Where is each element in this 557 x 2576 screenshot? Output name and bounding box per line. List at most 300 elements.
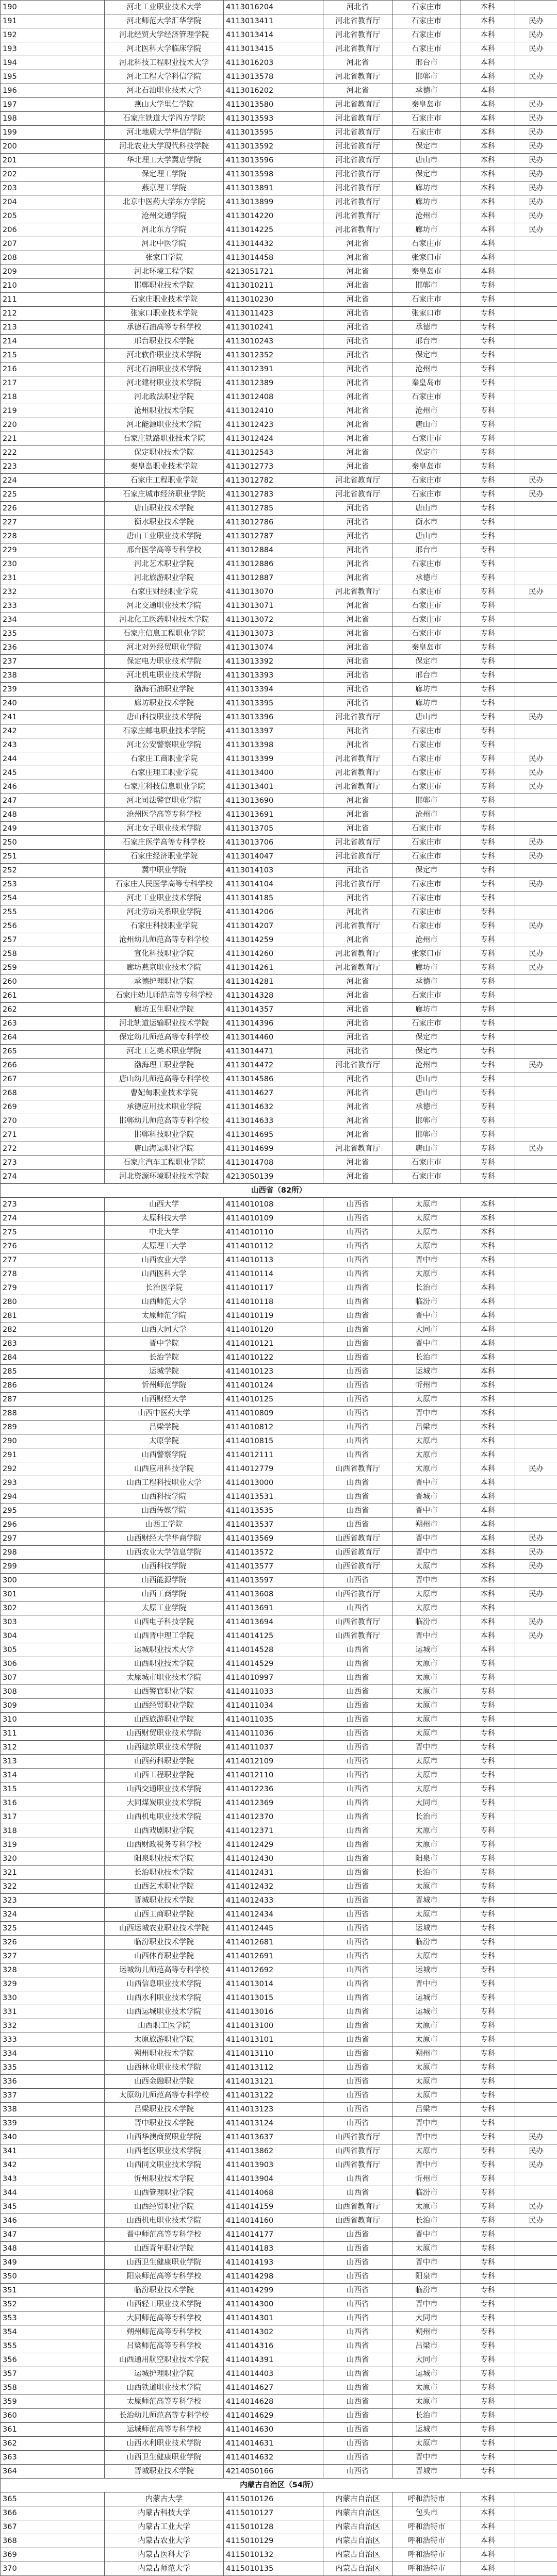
education-level: 专科 xyxy=(461,2019,515,2033)
ownership-note xyxy=(515,1894,557,1908)
table-row xyxy=(1,1253,557,1267)
education-level: 本科 xyxy=(461,1253,515,1267)
ownership-note xyxy=(515,1407,557,1421)
school-name: 河北资源环境职业技术学院 xyxy=(105,1170,224,1184)
ownership-note: 民办 xyxy=(515,961,557,975)
location-city: 晋中市 xyxy=(392,2298,461,2311)
ownership-note xyxy=(515,1991,557,2005)
ownership-note xyxy=(515,1434,557,1448)
ownership-note xyxy=(515,1253,557,1267)
location-city: 太原市 xyxy=(392,1462,461,1476)
authority: 山西省 xyxy=(323,2228,392,2242)
table-row xyxy=(1,1560,557,1574)
location-city: 邢台市 xyxy=(392,335,461,349)
school-name: 石家庄职业技术学院 xyxy=(105,293,224,307)
school-name: 河北农业大学现代科技学院 xyxy=(105,140,224,154)
row-index: 231 xyxy=(1,571,105,585)
row-index: 327 xyxy=(1,1950,105,1963)
location-city: 邯郸市 xyxy=(392,1114,461,1128)
education-level: 专科 xyxy=(461,2172,515,2186)
row-index: 272 xyxy=(1,1142,105,1156)
school-name: 唐山海运职业学院 xyxy=(105,1142,224,1156)
table-row xyxy=(1,293,557,307)
table-row xyxy=(1,1922,557,1936)
authority: 河北省 xyxy=(323,905,392,919)
authority: 山西省 xyxy=(323,1226,392,1240)
location-city: 保定市 xyxy=(392,168,461,181)
row-index: 306 xyxy=(1,1657,105,1671)
location-city: 保定市 xyxy=(392,140,461,154)
education-level: 专科 xyxy=(461,2061,515,2075)
school-code: 4115010135 xyxy=(224,2562,323,2576)
location-city: 呼和浩特市 xyxy=(392,2534,461,2548)
authority: 山西省 xyxy=(323,1601,392,1615)
education-level: 本科 xyxy=(461,70,515,84)
authority: 河北省 xyxy=(323,446,392,460)
school-code: 4114012433 xyxy=(224,1894,323,1908)
table-row xyxy=(1,711,557,724)
school-name: 山西工学院 xyxy=(105,1518,224,1532)
row-index: 301 xyxy=(1,1588,105,1601)
row-index: 335 xyxy=(1,2061,105,2075)
school-code: 4113010243 xyxy=(224,335,323,349)
ownership-note xyxy=(515,697,557,711)
section-title: 山西省（82所） xyxy=(1,1184,557,1198)
location-city: 唐山市 xyxy=(392,1142,461,1156)
table-row xyxy=(1,947,557,961)
row-index: 362 xyxy=(1,2437,105,2451)
ownership-note xyxy=(515,1281,557,1295)
row-index: 229 xyxy=(1,543,105,557)
education-level: 专科 xyxy=(461,2186,515,2200)
location-city: 唐山市 xyxy=(392,530,461,543)
school-code: 4114010121 xyxy=(224,1337,323,1351)
row-index: 311 xyxy=(1,1727,105,1741)
row-index: 251 xyxy=(1,850,105,864)
table-row xyxy=(1,1393,557,1407)
education-level: 专科 xyxy=(461,585,515,599)
authority: 山西省 xyxy=(323,2033,392,2047)
school-name: 晋城职业技术学院 xyxy=(105,2465,224,2479)
education-level: 专科 xyxy=(461,376,515,390)
school-code: 4113012391 xyxy=(224,362,323,376)
authority: 河北省 xyxy=(323,724,392,738)
row-index: 274 xyxy=(1,1170,105,1184)
row-index: 350 xyxy=(1,2270,105,2284)
education-level: 本科 xyxy=(461,1407,515,1421)
school-code: 4114014628 xyxy=(224,2395,323,2409)
location-city: 廊坊市 xyxy=(392,223,461,237)
ownership-note: 民办 xyxy=(515,223,557,237)
school-name: 山西大学 xyxy=(105,1198,224,1212)
ownership-note xyxy=(515,905,557,919)
location-city: 太原市 xyxy=(392,1448,461,1462)
location-city: 承德市 xyxy=(392,1100,461,1114)
education-level: 本科 xyxy=(461,1448,515,1462)
ownership-note: 民办 xyxy=(515,878,557,891)
school-code: 4113012783 xyxy=(224,488,323,502)
authority: 山西省 xyxy=(323,2381,392,2395)
school-name: 承德应用技术职业学院 xyxy=(105,1100,224,1114)
table-row xyxy=(1,2075,557,2089)
location-city: 晋中市 xyxy=(392,1407,461,1421)
table-row xyxy=(1,335,557,349)
location-city: 晋中市 xyxy=(392,2131,461,2144)
authority: 河北省 xyxy=(323,891,392,905)
row-index: 357 xyxy=(1,2367,105,2381)
authority: 河北省 xyxy=(323,516,392,530)
location-city: 太原市 xyxy=(392,1880,461,1894)
school-name: 唐山工业职业技术学院 xyxy=(105,530,224,543)
school-code: 4114014299 xyxy=(224,2284,323,2298)
authority: 山西省 xyxy=(323,1824,392,1838)
row-index: 358 xyxy=(1,2381,105,2395)
school-name: 河北东方学院 xyxy=(105,223,224,237)
school-name: 衡水职业技术学院 xyxy=(105,516,224,530)
authority: 山西省 xyxy=(323,1281,392,1295)
location-city: 太原市 xyxy=(392,1671,461,1685)
education-level: 专科 xyxy=(461,321,515,335)
table-row xyxy=(1,488,557,502)
location-city: 太原市 xyxy=(392,2019,461,2033)
ownership-note: 民办 xyxy=(515,126,557,140)
row-index: 353 xyxy=(1,2311,105,2325)
location-city: 石家庄市 xyxy=(392,432,461,446)
school-name: 河北地质大学华信学院 xyxy=(105,126,224,140)
location-city: 石家庄市 xyxy=(392,850,461,864)
education-level: 专科 xyxy=(461,1142,515,1156)
authority: 山西省 xyxy=(323,1309,392,1323)
school-code: 4114011034 xyxy=(224,1699,323,1713)
school-code: 4114010997 xyxy=(224,1671,323,1685)
school-name: 河北软件职业技术学院 xyxy=(105,349,224,362)
location-city: 保定市 xyxy=(392,349,461,362)
ownership-note xyxy=(515,1601,557,1615)
authority: 山西省 xyxy=(323,1963,392,1977)
location-city: 晋城市 xyxy=(392,1894,461,1908)
authority: 山西省 xyxy=(323,2325,392,2339)
location-city: 朔州市 xyxy=(392,1518,461,1532)
row-index: 330 xyxy=(1,1991,105,2005)
school-name: 山西医科大学 xyxy=(105,1267,224,1281)
table-row xyxy=(1,808,557,822)
table-row xyxy=(1,1796,557,1810)
school-name: 石家庄科技信息职业学院 xyxy=(105,780,224,794)
school-name: 山西运城农业职业技术学院 xyxy=(105,1922,224,1936)
row-index: 247 xyxy=(1,794,105,808)
ownership-note xyxy=(515,557,557,571)
authority: 山西省 xyxy=(323,1337,392,1351)
education-level: 专科 xyxy=(461,1755,515,1769)
row-index: 252 xyxy=(1,864,105,878)
ownership-note xyxy=(515,1309,557,1323)
school-code: 4114012369 xyxy=(224,1796,323,1810)
authority: 山西省 xyxy=(323,1448,392,1462)
location-city: 石家庄市 xyxy=(392,613,461,627)
school-code: 4113014699 xyxy=(224,1142,323,1156)
school-code: 4114010108 xyxy=(224,1198,323,1212)
table-row xyxy=(1,418,557,432)
table-row xyxy=(1,1462,557,1476)
location-city: 长治市 xyxy=(392,1810,461,1824)
table-row xyxy=(1,794,557,808)
location-city: 保定市 xyxy=(392,1031,461,1045)
school-code: 4114010122 xyxy=(224,1351,323,1365)
row-index: 309 xyxy=(1,1699,105,1713)
row-index: 332 xyxy=(1,2019,105,2033)
row-index: 213 xyxy=(1,321,105,335)
authority: 山西省 xyxy=(323,1490,392,1504)
ownership-note xyxy=(515,1128,557,1142)
school-name: 石家庄人民医学高等专科学校 xyxy=(105,878,224,891)
authority: 山西省 xyxy=(323,2395,392,2409)
education-level: 本科 xyxy=(461,1337,515,1351)
table-row xyxy=(1,975,557,989)
school-name: 邯郸职业技术学院 xyxy=(105,279,224,293)
table-row xyxy=(1,1407,557,1421)
education-level: 专科 xyxy=(461,1991,515,2005)
education-level: 本科 xyxy=(461,42,515,56)
row-index: 287 xyxy=(1,1393,105,1407)
ownership-note: 民办 xyxy=(515,947,557,961)
authority: 河北省 xyxy=(323,1114,392,1128)
education-level: 专科 xyxy=(461,2353,515,2367)
school-name: 河北科技工程职业技术大学 xyxy=(105,56,224,70)
education-level: 本科 xyxy=(461,1379,515,1393)
school-name: 吕梁职业技术学院 xyxy=(105,2103,224,2117)
location-city: 石家庄市 xyxy=(392,738,461,752)
authority: 山西省 xyxy=(323,2256,392,2270)
school-name: 山西金融职业学院 xyxy=(105,2075,224,2089)
table-row xyxy=(1,599,557,613)
row-index: 232 xyxy=(1,585,105,599)
authority: 河北省 xyxy=(323,697,392,711)
location-city: 忻州市 xyxy=(392,1379,461,1393)
ownership-note xyxy=(515,56,557,70)
school-name: 北京中医药大学东方学院 xyxy=(105,195,224,209)
authority: 山西省 xyxy=(323,2172,392,2186)
education-level: 专科 xyxy=(461,488,515,502)
education-level: 专科 xyxy=(461,2339,515,2353)
authority: 山西省 xyxy=(323,1476,392,1490)
row-index: 368 xyxy=(1,2534,105,2548)
school-name: 大同师范高等专科学校 xyxy=(105,2311,224,2325)
education-level: 专科 xyxy=(461,2325,515,2339)
ownership-note xyxy=(515,627,557,641)
education-level: 专科 xyxy=(461,446,515,460)
location-city: 吕梁市 xyxy=(392,2103,461,2117)
ownership-note xyxy=(515,2381,557,2395)
school-name: 运城学院 xyxy=(105,1365,224,1379)
ownership-note xyxy=(515,543,557,557)
school-name: 河北女子职业技术学院 xyxy=(105,822,224,836)
education-level: 专科 xyxy=(461,1963,515,1977)
education-level: 本科 xyxy=(461,223,515,237)
authority: 河北省教育厅 xyxy=(323,961,392,975)
school-name: 山西电子科技学院 xyxy=(105,1615,224,1629)
school-name: 山西财经大学 xyxy=(105,1393,224,1407)
location-city: 大同市 xyxy=(392,1323,461,1337)
school-name: 山西管理职业学院 xyxy=(105,2186,224,2200)
school-code: 4114014631 xyxy=(224,2437,323,2451)
ownership-note xyxy=(515,683,557,697)
authority: 山西省 xyxy=(323,2298,392,2311)
school-code: 4113014047 xyxy=(224,850,323,864)
table-row xyxy=(1,265,557,279)
education-level: 专科 xyxy=(461,1950,515,1963)
education-level: 专科 xyxy=(461,1824,515,1838)
school-code: 4114014627 xyxy=(224,2381,323,2395)
authority: 山西省 xyxy=(323,1727,392,1741)
school-code: 4114013531 xyxy=(224,1490,323,1504)
location-city: 保定市 xyxy=(392,446,461,460)
school-code: 4114010110 xyxy=(224,1226,323,1240)
school-name: 山西通用航空职业技术学院 xyxy=(105,2353,224,2367)
education-level: 专科 xyxy=(461,947,515,961)
authority: 河北省教育厅 xyxy=(323,209,392,223)
school-name: 山西经贸职业学院 xyxy=(105,2200,224,2214)
education-level: 专科 xyxy=(461,780,515,794)
school-name: 冀中职业学院 xyxy=(105,864,224,878)
authority: 山西省 xyxy=(323,1379,392,1393)
school-code: 4113013706 xyxy=(224,836,323,850)
authority: 山西省 xyxy=(323,2075,392,2089)
education-level: 专科 xyxy=(461,599,515,613)
table-row xyxy=(1,1769,557,1782)
row-index: 242 xyxy=(1,724,105,738)
ownership-note xyxy=(515,1866,557,1880)
table-row xyxy=(1,585,557,599)
school-code: 4113013072 xyxy=(224,613,323,627)
ownership-note: 民办 xyxy=(515,850,557,864)
school-code: 4113010241 xyxy=(224,321,323,335)
ownership-note xyxy=(515,2367,557,2381)
table-row xyxy=(1,2005,557,2019)
education-level: 专科 xyxy=(461,349,515,362)
table-row xyxy=(1,1977,557,1991)
authority: 河北省 xyxy=(323,390,392,404)
row-index: 334 xyxy=(1,2047,105,2061)
table-row xyxy=(1,1072,557,1086)
school-code: 4113012423 xyxy=(224,418,323,432)
education-level: 专科 xyxy=(461,2214,515,2228)
location-city: 晋中市 xyxy=(392,1741,461,1755)
ownership-note: 民办 xyxy=(515,1462,557,1476)
location-city: 沧州市 xyxy=(392,808,461,822)
school-name: 山西水利职业技术学院 xyxy=(105,2437,224,2451)
location-city: 石家庄市 xyxy=(392,919,461,933)
school-name: 邢台职业技术学院 xyxy=(105,335,224,349)
school-name: 山西晋中理工学院 xyxy=(105,1629,224,1643)
ownership-note xyxy=(515,1769,557,1782)
education-level: 专科 xyxy=(461,1031,515,1045)
education-level: 本科 xyxy=(461,1393,515,1407)
school-name: 山西工程科技职业大学 xyxy=(105,1476,224,1490)
location-city: 临汾市 xyxy=(392,1936,461,1950)
ownership-note xyxy=(515,1574,557,1588)
row-index: 333 xyxy=(1,2033,105,2047)
school-name: 石家庄城市经济职业学院 xyxy=(105,488,224,502)
school-name: 山西经贸职业学院 xyxy=(105,1699,224,1713)
school-table-body xyxy=(1,1,557,2576)
education-level: 专科 xyxy=(461,2395,515,2409)
authority: 山西省 xyxy=(323,1852,392,1866)
school-code: 4113014103 xyxy=(224,864,323,878)
school-name: 山西卫生健康职业学院 xyxy=(105,2256,224,2270)
location-city: 临汾市 xyxy=(392,1295,461,1309)
location-city: 太原市 xyxy=(392,1560,461,1574)
location-city: 太原市 xyxy=(392,1769,461,1782)
education-level: 专科 xyxy=(461,1045,515,1059)
school-code: 4113014206 xyxy=(224,905,323,919)
authority: 山西省 xyxy=(323,2005,392,2019)
education-level: 专科 xyxy=(461,822,515,836)
authority: 河北省教育厅 xyxy=(323,850,392,864)
education-level: 专科 xyxy=(461,766,515,780)
location-city: 衡水市 xyxy=(392,516,461,530)
education-level: 专科 xyxy=(461,474,515,488)
school-name: 山西工程职业学院 xyxy=(105,1769,224,1782)
row-index: 202 xyxy=(1,168,105,181)
education-level: 本科 xyxy=(461,2506,515,2520)
row-index: 260 xyxy=(1,975,105,989)
row-index: 356 xyxy=(1,2353,105,2367)
authority: 河北省 xyxy=(323,808,392,822)
location-city: 大同市 xyxy=(392,2353,461,2367)
ownership-note xyxy=(515,2451,557,2465)
authority: 河北省 xyxy=(323,1017,392,1031)
table-row xyxy=(1,181,557,195)
table-row xyxy=(1,766,557,780)
row-index: 255 xyxy=(1,905,105,919)
education-level: 本科 xyxy=(461,1365,515,1379)
row-index: 253 xyxy=(1,878,105,891)
ownership-note xyxy=(515,1226,557,1240)
school-code: 4114010120 xyxy=(224,1323,323,1337)
row-index: 318 xyxy=(1,1824,105,1838)
table-row xyxy=(1,1657,557,1671)
school-name: 山西药科职业学院 xyxy=(105,1755,224,1769)
table-row xyxy=(1,557,557,571)
school-code: 4114014632 xyxy=(224,2451,323,2465)
location-city: 石家庄市 xyxy=(392,237,461,251)
education-level: 本科 xyxy=(461,1546,515,1560)
education-level: 本科 xyxy=(461,251,515,265)
ownership-note: 民办 xyxy=(515,2144,557,2158)
table-row xyxy=(1,2367,557,2381)
location-city: 太原市 xyxy=(392,2033,461,2047)
school-name: 廊坊卫生职业学院 xyxy=(105,1003,224,1017)
school-name: 山西戏剧职业学院 xyxy=(105,1824,224,1838)
school-code: 4113013899 xyxy=(224,195,323,209)
authority: 山西省教育厅 xyxy=(323,2144,392,2158)
education-level: 本科 xyxy=(461,195,515,209)
location-city: 晋中市 xyxy=(392,1253,461,1267)
ownership-note xyxy=(515,307,557,321)
location-city: 邯郸市 xyxy=(392,279,461,293)
school-name: 山西林业职业技术学院 xyxy=(105,2061,224,2075)
authority: 山西省教育厅 xyxy=(323,1615,392,1629)
location-city: 晋中市 xyxy=(392,2451,461,2465)
ownership-note xyxy=(515,724,557,738)
table-row xyxy=(1,321,557,335)
ownership-note: 民办 xyxy=(515,1532,557,1546)
row-index: 225 xyxy=(1,488,105,502)
authority: 河北省教育厅 xyxy=(323,126,392,140)
school-name: 沧州医学高等专科学校 xyxy=(105,808,224,822)
authority: 山西省 xyxy=(323,1755,392,1769)
ownership-note xyxy=(515,1741,557,1755)
